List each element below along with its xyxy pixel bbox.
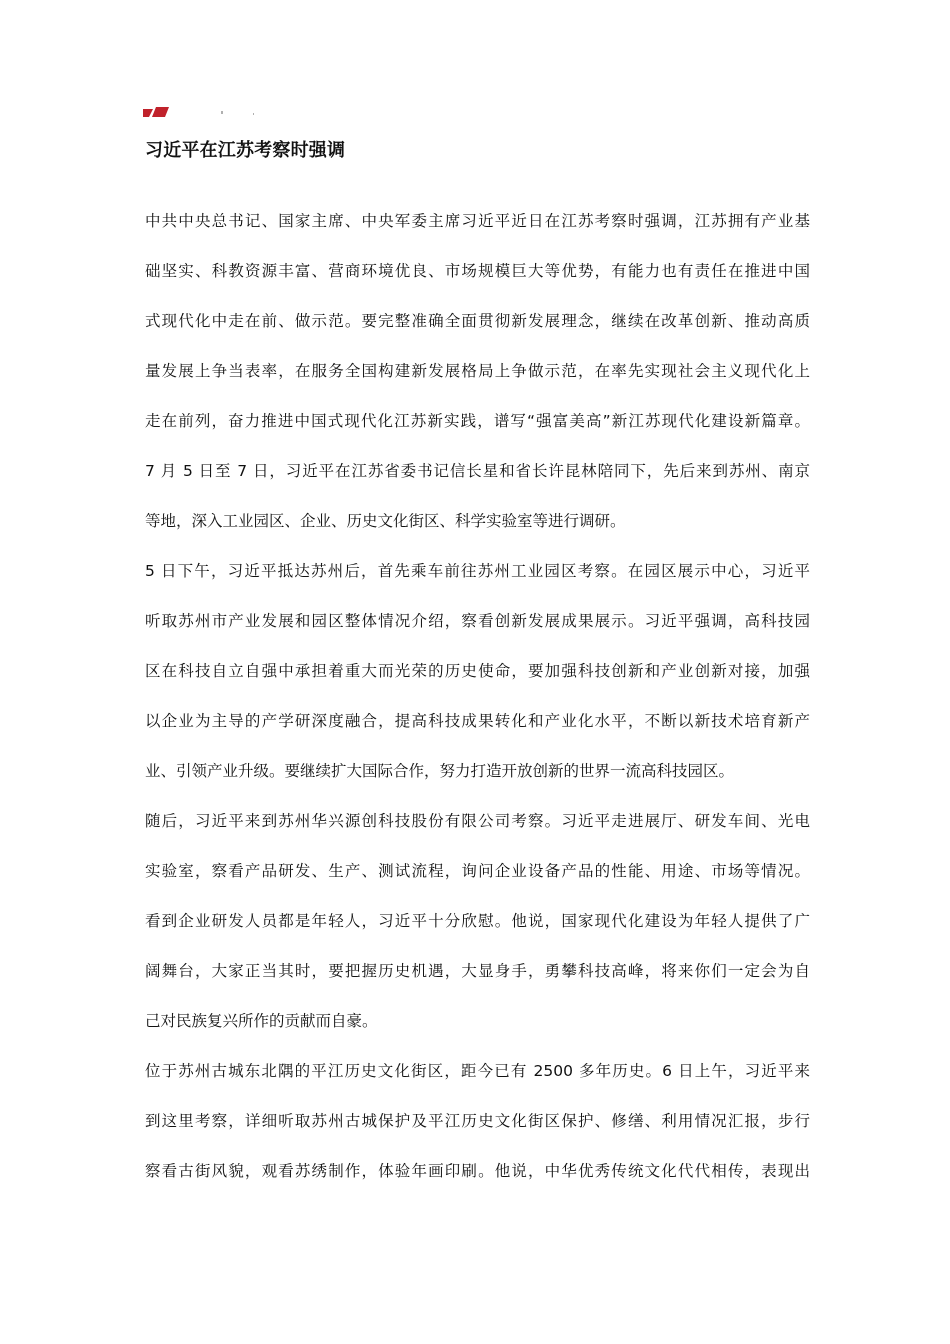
- text-line: 阔舞台，大家正当其时，要把握历史机遇，大显身手，勇攀科技高峰，将来你们一定会为自: [145, 962, 810, 980]
- document-title: 习近平在江苏考察时强调: [145, 140, 346, 161]
- text-line: 走在前列，奋力推进中国式现代化江苏新实践，谱写“强富美高”新江苏现代化建设新篇章。: [145, 412, 810, 430]
- text-line: 式现代化中走在前、做示范。要完整准确全面贯彻新发展理念，继续在改革创新、推动高质: [145, 312, 810, 330]
- paragraph-3: [145, 546, 810, 796]
- text-line: 到这里考察，详细听取苏州古城保护及平江历史文化街区保护、修缮、利用情况汇报，步行: [145, 1112, 810, 1130]
- text-line: 听取苏州市产业发展和园区整体情况介绍，察看创新发展成果展示。习近平强调，高科技园: [145, 612, 810, 630]
- text-line: 7 月 5 日至 7 日，习近平在江苏省委书记信长星和省长许昆林陪同下，先后来到苏州、南京: [145, 462, 810, 480]
- text-line: 础坚实、科教资源丰富、营商环境优良、市场规模巨大等优势，有能力也有责任在推进中国: [145, 262, 810, 280]
- text-line: 看到企业研发人员都是年轻人，习近平十分欣慰。他说，国家现代化建设为年轻人提供了广: [145, 912, 810, 930]
- text-line: 5 日下午，习近平抵达苏州后，首先乘车前往苏州工业园区考察。在园区展示中心，习近平: [145, 562, 810, 580]
- text-line: 中共中央总书记、国家主席、中央军委主席习近平近日在江苏考察时强调，江苏拥有产业基: [145, 212, 810, 230]
- paragraph-5: [145, 1046, 810, 1196]
- text-line: 区在科技自立自强中承担着重大而光荣的历史使命，要加强科技创新和产业创新对接，加强: [145, 662, 810, 680]
- header-logo-icon: [143, 101, 263, 117]
- paragraph-1: [145, 196, 810, 446]
- paragraph-4: [145, 796, 810, 1046]
- text-line: 量发展上争当表率，在服务全国构建新发展格局上争做示范，在率先实现社会主义现代化上: [145, 362, 810, 380]
- text-line: 位于苏州古城东北隅的平江历史文化街区，距今已有 2500 多年历史。6 日上午，习近平来: [145, 1062, 810, 1080]
- text-line: 以企业为主导的产学研深度融合，提高科技成果转化和产业化水平，不断以新技术培育新产: [145, 712, 810, 730]
- text-line: 己对民族复兴所作的贡献而自豪。: [145, 1012, 378, 1030]
- text-line: 业、引领产业升级。要继续扩大国际合作，努力打造开放创新的世界一流高科技园区。: [145, 762, 735, 780]
- text-line: 察看古街风貌，观看苏绣制作，体验年画印刷。他说，中华优秀传统文化代代相传，表现出: [145, 1162, 810, 1180]
- article-body: [145, 196, 810, 1196]
- text-line: 随后，习近平来到苏州华兴源创科技股份有限公司考察。习近平走进展厅、研发车间、光电: [145, 812, 810, 830]
- text-line: 实验室，察看产品研发、生产、测试流程，询问企业设备产品的性能、用途、市场等情况。: [145, 862, 810, 880]
- text-line: 等地，深入工业园区、企业、历史文化街区、科学实验室等进行调研。: [145, 512, 626, 530]
- paragraph-2: [145, 446, 810, 546]
